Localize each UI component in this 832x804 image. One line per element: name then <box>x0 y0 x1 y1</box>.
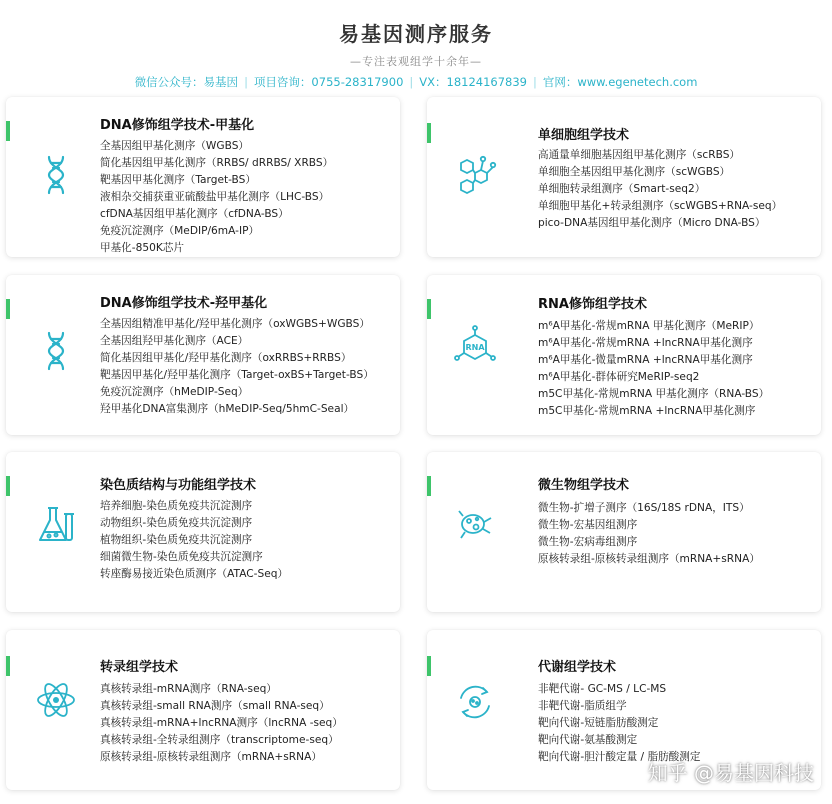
card-item-list <box>100 681 343 766</box>
list-item: 全基因组羟甲基化测序（ACE） <box>100 335 249 347</box>
contact-wechat: 微信公众号：易基因 <box>134 75 239 89</box>
service-card-dna-methylation <box>6 97 400 257</box>
list-item: 真核转录组-全转录组测序（transcriptome-seq） <box>100 734 339 746</box>
page-header <box>0 0 832 95</box>
list-item: 非靶代谢- GC-MS / LC-MS <box>538 683 667 695</box>
card-title: 微生物组学技术 <box>538 478 630 493</box>
service-card-microbiome <box>427 452 821 612</box>
card-accent-bar <box>6 121 10 141</box>
card-item-list <box>538 500 760 568</box>
list-item: 免疫沉淀测序（hMeDIP-Seq） <box>100 386 249 398</box>
card-item-list <box>538 681 700 766</box>
molecule-network-icon <box>453 153 497 197</box>
contact-line <box>0 74 832 90</box>
list-item: 单细胞甲基化+转录组测序（scWGBS+RNA-seq） <box>538 200 783 212</box>
list-item: 全基因组甲基化测序（WGBS） <box>100 140 250 152</box>
list-item: 真核转录组-mRNA+lncRNA测序（lncRNA -seq） <box>100 717 343 729</box>
service-card-rna-modification <box>427 275 821 435</box>
card-item-list <box>538 147 782 232</box>
service-card-chromatin <box>6 452 400 612</box>
card-title: 转录组学技术 <box>100 660 179 675</box>
metabolism-cycle-icon <box>453 680 497 724</box>
list-item: 真核转录组-small RNA测序（small RNA-seq） <box>100 700 330 712</box>
list-item: 动物组织-染色质免疫共沉淀测序 <box>100 517 253 529</box>
list-item: 真核转录组-mRNA测序（RNA-seq） <box>100 683 277 695</box>
list-item: 甲基化-850K芯片 <box>100 242 184 254</box>
card-title: DNA修饰组学技术-羟甲基化 <box>100 296 268 311</box>
list-item: 免疫沉淀测序（MeDIP/6mA-IP） <box>100 225 260 237</box>
card-item-list <box>100 498 288 583</box>
card-accent-bar <box>6 299 10 319</box>
card-accent-bar <box>427 299 431 319</box>
card-accent-bar <box>427 656 431 676</box>
list-item: 原核转录组-原核转录组测序（mRNA+sRNA） <box>538 553 760 565</box>
list-item: cfDNA基因组甲基化测序（cfDNA-BS） <box>100 208 289 220</box>
microbe-icon <box>453 502 497 546</box>
list-item: m⁶A甲基化-常规mRNA 甲基化测序（MeRIP） <box>538 320 760 332</box>
list-item: 细菌微生物-染色质免疫共沉淀测序 <box>100 551 263 563</box>
card-item-list <box>100 316 374 418</box>
service-card-single-cell <box>427 97 821 257</box>
list-item: 靶向代谢-氨基酸测定 <box>538 734 638 746</box>
list-item: 简化基因组甲基化/羟甲基化测序（oxRRBS+RRBS） <box>100 352 352 364</box>
list-item: 微生物-宏病毒组测序 <box>538 536 638 548</box>
contact-website[interactable]: 官网：www.egenetech.com <box>542 75 698 89</box>
atom-icon <box>34 678 78 722</box>
dna-helix-icon <box>34 153 78 197</box>
page-title: 易基因测序服务 <box>339 22 493 46</box>
contact-separator: | <box>244 75 248 89</box>
card-item-list <box>100 138 333 257</box>
list-item: 靶向代谢-短链脂肪酸测定 <box>538 717 659 729</box>
card-accent-bar <box>6 656 10 676</box>
contact-phone: 项目咨询：0755-28317900 <box>253 75 404 89</box>
dna-helix-icon <box>34 329 78 373</box>
watermark: 知乎 @易基因科技 <box>647 761 814 785</box>
list-item: 高通量单细胞基因组甲基化测序（scRBS） <box>538 149 741 161</box>
list-item: 非靶代谢-脂质组学 <box>538 700 627 712</box>
list-item: m5C甲基化-常规mRNA +lncRNA甲基化测序 <box>538 405 756 417</box>
list-item: 液相杂交捕获重亚硫酸盐甲基化测序（LHC-BS） <box>100 191 330 203</box>
contact-separator: | <box>409 75 414 89</box>
list-item: 单细胞全基因组甲基化测序（scWGBS） <box>538 166 731 178</box>
list-item: pico-DNA基因组甲基化测序（Micro DNA-BS） <box>538 217 766 229</box>
card-title: DNA修饰组学技术-甲基化 <box>100 118 255 133</box>
list-item: 原核转录组-原核转录组测序（mRNA+sRNA） <box>100 751 322 763</box>
contact-separator: | <box>533 75 537 89</box>
list-item: m5C甲基化-常规mRNA 甲基化测序（RNA-BS） <box>538 388 770 400</box>
list-item: 全基因组精准甲基化/羟甲基化测序（oxWGBS+WGBS） <box>100 318 370 330</box>
card-title: 染色质结构与功能组学技术 <box>100 478 257 493</box>
list-item: 转座酶易接近染色质测序（ATAC-Seq） <box>100 568 289 580</box>
list-item: 培养细胞-染色质免疫共沉淀测序 <box>100 500 253 512</box>
rna-icon-label: RNA <box>465 343 485 352</box>
list-item: m⁶A甲基化-常规mRNA +lncRNA甲基化测序 <box>538 337 753 349</box>
card-title: 代谢组学技术 <box>538 660 617 675</box>
card-title: RNA修饰组学技术 <box>538 297 647 312</box>
contact-vx: VX：18124167839 <box>419 75 527 89</box>
card-accent-bar <box>427 476 431 496</box>
list-item: m⁶A甲基化-群体研究MeRIP-seq2 <box>538 371 700 383</box>
card-accent-bar <box>6 476 10 496</box>
list-item: 靶基因甲基化/羟甲基化测序（Target-oxBS+Target-BS） <box>100 369 374 381</box>
card-accent-bar <box>427 123 431 143</box>
page-subtitle: —专注表观组学十余年— <box>350 55 482 68</box>
service-card-transcriptome <box>6 630 400 790</box>
list-item: 靶基因甲基化测序（Target-BS） <box>100 174 256 186</box>
lab-flask-icon <box>34 502 78 546</box>
list-item: m⁶A甲基化-微量mRNA +lncRNA甲基化测序 <box>538 354 753 366</box>
service-card-dna-hydroxymethylation <box>6 275 400 435</box>
rna-molecule-icon <box>453 325 497 369</box>
list-item: 简化基因组甲基化测序（RRBS/ dRRBS/ XRBS） <box>100 157 334 169</box>
card-title: 单细胞组学技术 <box>538 128 630 143</box>
list-item: 植物组织-染色质免疫共沉淀测序 <box>100 534 253 546</box>
list-item: 微生物-宏基因组测序 <box>538 519 638 531</box>
list-item: 单细胞转录组测序（Smart-seq2） <box>538 183 706 195</box>
list-item: 微生物-扩增子测序（16S/18S rDNA，ITS） <box>538 502 750 514</box>
card-item-list <box>538 318 769 420</box>
list-item: 靶向代谢-胆汁酸定量 / 脂肪酸测定 <box>538 751 701 763</box>
list-item: 羟甲基化DNA富集测序（hMeDIP-Seq/5hmC-Seal） <box>100 403 355 415</box>
